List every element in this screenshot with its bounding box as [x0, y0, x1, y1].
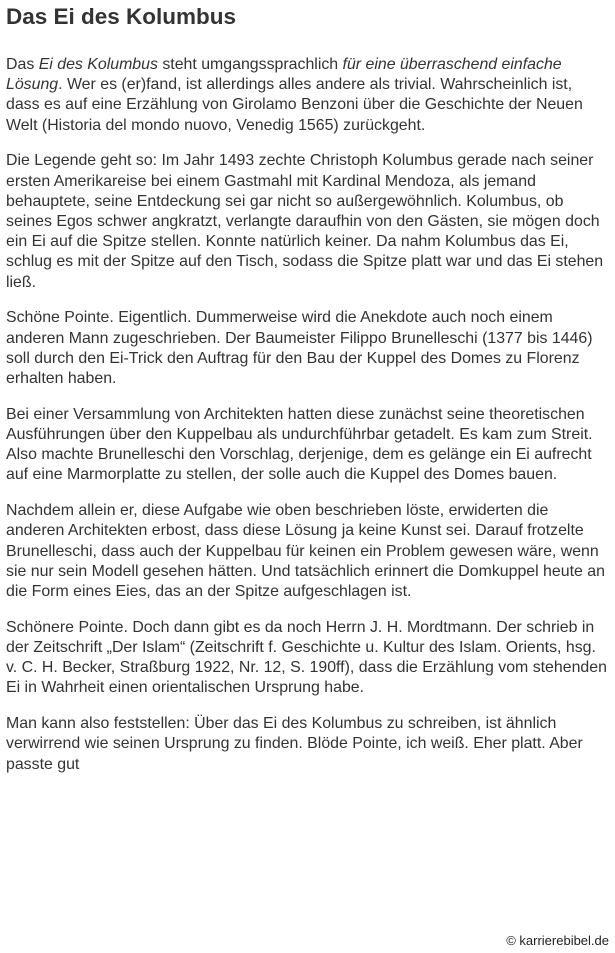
- paragraph-1-text: Das: [6, 56, 39, 73]
- paragraph-1-definition: für eine überraschend einfache Lösung: [6, 56, 562, 94]
- paragraph-5: Nachdem allein er, diese Aufgabe wie oben beschrieben löste, erwiderten die anderen Architekten erbost, dass diese Lösung ja keine Kunst sei. Darauf frotzelte Brunelleschi, dass auch der Kuppelbau für keinen ein Problem gewesen wäre, wenn sie nur sein Modell gesehen hätten. Und tatsächlich erinnert die Domkuppel heute an die Form eines Eies, das an der Spitze aufgeschlagen ist.: [6, 502, 605, 601]
- paragraph-1-term: Ei des Kolumbus: [38, 56, 158, 73]
- paragraph-1: [6, 55, 610, 136]
- paragraph-2: Die Legende geht so: Im Jahr 1493 zechte Christoph Kolumbus gerade nach seiner ersten Amerikareise bei einem Gastmahl mit Kardinal Mendoza, als jemand behauptete, seine Entdeckung sei gar nicht so außergewöhnlich. Kolumbus, ob seines Egos schwer angkratzt, verlangte daraufhin von den Gästen, sie mögen doch ein Ei auf die Spitze stellen. Konnte natürlich keiner. Da nahm Kolumbus das Ei, schlug es mit der Spitze auf den Tisch, sodass die Spitze platt war und das Ei stehen ließ.: [6, 152, 604, 291]
- paragraph-3: Schöne Pointe. Eigentlich. Dummerweise wird die Anekdote auch noch einem anderen Mann zugeschrieben. Der Baumeister Filippo Brunelleschi (1377 bis 1446) soll durch den Ei-Trick den Auftrag für den Bau der Kuppel des Domes zu Florenz erhalten haben.: [6, 309, 593, 388]
- article: [6, 0, 610, 790]
- article-body: [6, 55, 610, 775]
- paragraph-4: Bei einer Versammlung von Architekten hatten diese zunächst seine theoretischen Ausführungen über den Kuppelbau als undurchführbar getadelt. Es kam zum Streit. Also machte Brunelleschi den Vorschlag, derjenige, dem es gelänge ein Ei aufrecht auf eine Marmorplatte zu stellen, der solle auch die Kuppel des Domes bauen.: [6, 405, 593, 484]
- paragraph-7: Man kann also feststellen: Über das Ei des Kolumbus zu schreiben, ist ähnlich verwirrend wie seinen Ursprung zu finden. Blöde Pointe, ich weiß. Eher platt. Aber passte gut: [6, 715, 583, 773]
- paragraph-1-text: steht umgangssprachlich: [157, 56, 343, 73]
- paragraph-1-text: . Wer es (er)fand, ist allerdings alles andere als trivial. Wahrscheinlich ist, dass es auf eine Erzählung von Girolamo Benzoni über die Geschichte der Neuen Welt (Historia del mondo nuovo, Venedig 1565) zurückgeht.: [6, 76, 583, 134]
- paragraph-6: Schönere Pointe. Doch dann gibt es da noch Herrn J. H. Mordtmann. Der schrieb in der Zeitschrift „Der Islam“ (Zeitschrift f. Geschichte u. Kultur des Islam. Orients, hsg. v. C. H. Becker, Straßburg 1922, Nr. 12, S. 190ff), dass die Erzählung vom stehenden Ei in Wahrheit einen orientalischen Ursprung habe.: [6, 618, 607, 697]
- copyright-footer: © karrierebibel.de: [506, 933, 609, 948]
- page-title: Das Ei des Kolumbus: [6, 4, 237, 29]
